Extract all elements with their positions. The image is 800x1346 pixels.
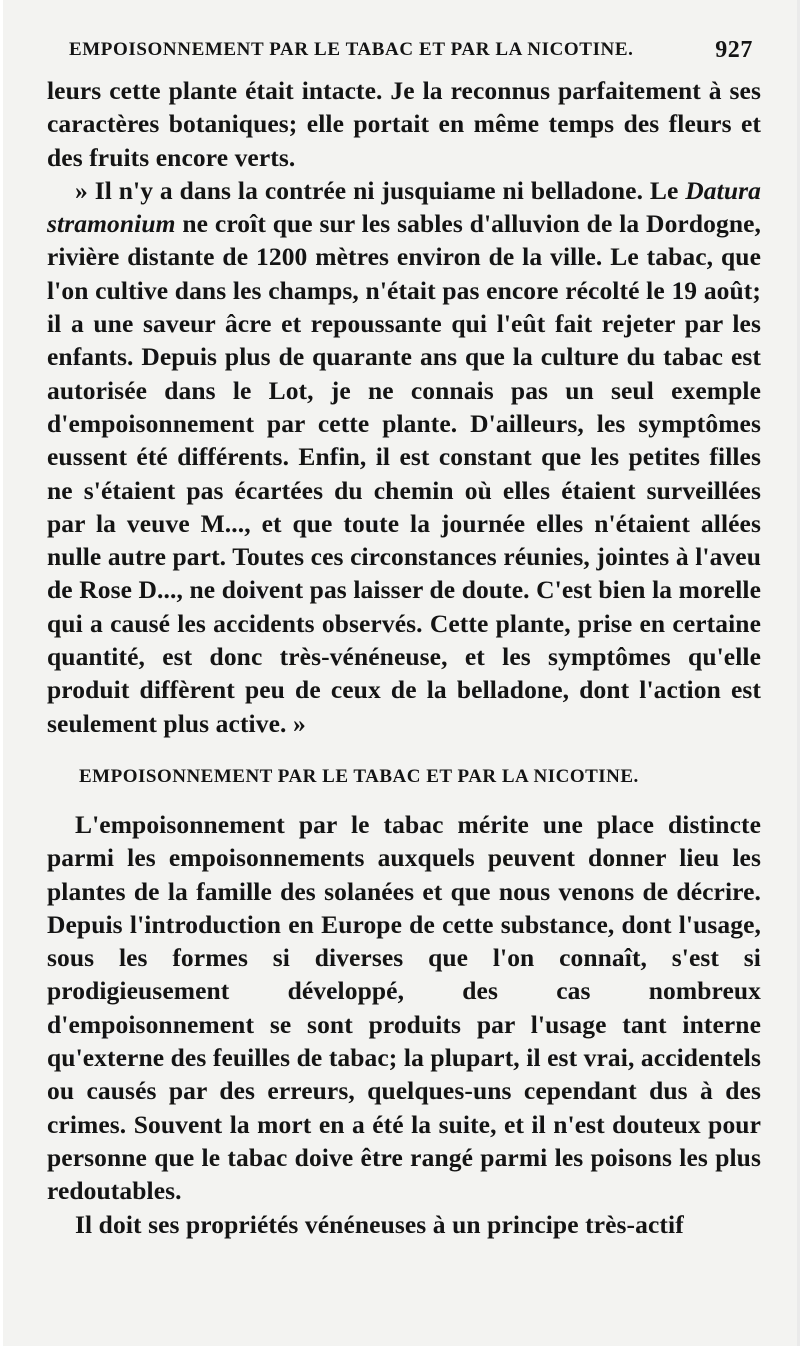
paragraph-last-line: Il doit ses propriétés vénéneuses à un principe très-actif: [75, 1209, 684, 1239]
paragraph-text-after: ne croît que sur les sables d'alluvion de la Dordogne, rivière distante de 1200 mètres environ de la ville. Le tabac, que l'on cultive dans les champs, n'était pas encore récolté le 19 août; il a une saveur âcre et repoussante qui l'eût fait rejeter par les enfants. Depuis plus de quarante ans que la culture du tabac est autorisée dans le Lot, je ne connais pas un seul exemple d'empoisonnement par cette plante. D'ailleurs, les symptômes eussent été différents. Enfin, il est constant que les petites filles ne s'étaient pas écartées du chemin où elles étaient surveillées par la veuve M..., et que toute la journée elles n'étaient allées nulle autre part. Toutes ces circonstances réunies, jointes à l'aveu de Rose D..., ne doivent pas laisser de doute. C'est bien la morelle qui a causé les accidents observés. Cette plante, prise en certaine quantité, est donc très-vénéneuse, et les symptômes qu'elle produit diffèrent peu de ceux de la belladone, dont l'action est seulement plus active. »: [47, 209, 761, 738]
page-header: [69, 30, 753, 70]
body-text: [47, 74, 761, 1241]
paragraph-tabac-intro: L'empoisonnement par le tabac mérite une place distincte parmi les empoisonnements auxquels peuvent donner lieu les plantes de la famille des solanées et que nous venons de décrire. Depuis l'introduction en Europe de cette substance, dont l'usage, sous les formes si diverses que l'on connaît, s'est si prodigieusement développé, des cas nombreux d'empoisonnement se sont produits par l'usage tant interne qu'externe des feuilles de tabac; la plupart, il est vrai, accidentels ou causés par des erreurs, quelques-uns cependant dus à des crimes. Souvent la mort en a été la suite, et il n'est douteux pour personne que le tabac doive être rangé parmi les poisons les plus redoutables.: [47, 809, 761, 1206]
page-number: 927: [715, 37, 753, 63]
section-heading: EMPOISONNEMENT PAR LE TABAC ET PAR LA NICOTINE.: [79, 765, 639, 787]
italic-species-name: Datura stramonium: [47, 175, 761, 239]
paragraph-quote-conclusion: [47, 174, 761, 740]
paragraph-continuation: leurs cette plante était intacte. Je la reconnus parfaitement à ses caractères botaniques; elle portait en même temps des fleurs et des fruits encore verts.: [47, 76, 761, 172]
margin-bleed-marks: [785, 80, 795, 1280]
paragraph-text-before: » Il n'y a dans la contrée ni jusquiame ni belladone. Le: [75, 175, 686, 205]
running-title: EMPOISONNEMENT PAR LE TABAC ET PAR LA NICOTINE.: [69, 39, 634, 60]
